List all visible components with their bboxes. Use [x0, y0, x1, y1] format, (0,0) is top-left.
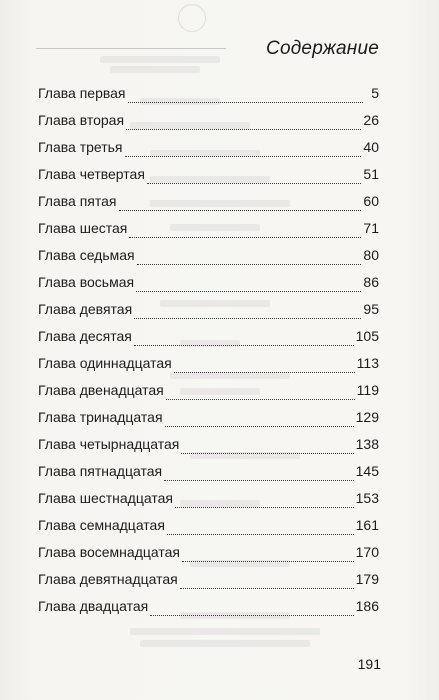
toc-entry	[38, 80, 379, 107]
chapter-title: Глава четырнадцатая	[38, 436, 180, 452]
chapter-page-number: 129	[355, 409, 379, 425]
toc-entry	[38, 134, 379, 161]
chapter-title: Глава пятая	[38, 193, 117, 209]
chapter-title: Глава первая	[38, 85, 126, 101]
leader-dots	[182, 561, 354, 562]
toc-entry	[38, 215, 379, 242]
toc-entry	[38, 458, 379, 485]
contents-heading: Содержание	[266, 38, 379, 59]
chapter-page-number: 86	[363, 274, 379, 290]
toc-entry	[38, 593, 379, 620]
chapter-page-number: 80	[363, 247, 379, 263]
leader-dots	[147, 183, 362, 184]
toc-entry	[38, 269, 379, 296]
chapter-page-number: 5	[371, 85, 379, 101]
bleed-through-line	[140, 640, 310, 647]
chapter-title: Глава двенадцатая	[38, 382, 164, 398]
toc-entry	[38, 377, 379, 404]
chapter-title: Глава шестая	[38, 220, 128, 236]
chapter-title: Глава восемнадцатая	[38, 544, 180, 560]
leader-dots	[125, 156, 362, 157]
chapter-page-number: 170	[355, 544, 379, 560]
chapter-page-number: 51	[363, 166, 379, 182]
toc-entry	[38, 566, 379, 593]
chapter-title: Глава пятнадцатая	[38, 463, 163, 479]
chapter-title: Глава одиннадцатая	[38, 355, 172, 371]
chapter-page-number: 153	[355, 490, 379, 506]
bleed-through-line	[110, 66, 200, 73]
leader-dots	[129, 237, 361, 238]
chapter-page-number: 138	[355, 436, 379, 452]
leader-dots	[165, 426, 354, 427]
leader-dots	[119, 210, 362, 211]
leader-dots	[174, 372, 355, 373]
chapter-page-number: 161	[355, 517, 379, 533]
chapter-title: Глава седьмая	[38, 247, 135, 263]
chapter-title: Глава семнадцатая	[38, 517, 165, 533]
chapter-title: Глава третья	[38, 139, 123, 155]
leader-dots	[166, 399, 355, 400]
chapter-page-number: 95	[363, 301, 379, 317]
chapter-page-number: 26	[363, 112, 379, 128]
leader-dots	[180, 588, 354, 589]
leader-dots	[126, 129, 361, 130]
chapter-page-number: 179	[355, 571, 379, 587]
chapter-page-number: 60	[363, 193, 379, 209]
leader-dots	[137, 264, 362, 265]
chapter-page-number: 105	[355, 328, 379, 344]
chapter-title: Глава тринадцатая	[38, 409, 163, 425]
leader-dots	[167, 534, 354, 535]
chapter-title: Глава десятая	[38, 328, 132, 344]
chapter-page-number: 145	[355, 463, 379, 479]
chapter-page-number: 113	[356, 355, 379, 371]
chapter-title: Глава двадцатая	[38, 598, 149, 614]
chapter-title: Глава девятнадцатая	[38, 571, 178, 587]
toc-entry	[38, 350, 379, 377]
chapter-page-number: 119	[356, 382, 379, 398]
toc-entry	[38, 431, 379, 458]
chapter-page-number: 40	[363, 139, 379, 155]
bleed-through-rule	[36, 48, 226, 49]
bleed-through-line	[100, 56, 220, 63]
toc-entry	[38, 485, 379, 512]
leader-dots	[134, 318, 361, 319]
toc-entry	[38, 161, 379, 188]
toc-entry	[38, 296, 379, 323]
chapter-page-number: 186	[355, 598, 379, 614]
page-number: 191	[357, 656, 381, 672]
chapter-title: Глава шестнадцатая	[38, 490, 173, 506]
toc-entry	[38, 242, 379, 269]
leader-dots	[181, 453, 353, 454]
leader-dots	[150, 615, 353, 616]
bleed-through-line	[130, 628, 320, 635]
chapter-title: Глава вторая	[38, 112, 125, 128]
toc-entry	[38, 107, 379, 134]
toc-entry	[38, 512, 379, 539]
toc-entry	[38, 323, 379, 350]
chapter-title: Глава четвертая	[38, 166, 145, 182]
table-of-contents	[38, 80, 379, 620]
toc-entry	[38, 188, 379, 215]
toc-entry	[38, 539, 379, 566]
leader-dots	[136, 291, 361, 292]
bleed-through-emblem	[178, 4, 206, 32]
chapter-page-number: 71	[363, 220, 379, 236]
leader-dots	[175, 507, 354, 508]
chapter-title: Глава восьмая	[38, 274, 135, 290]
toc-entry	[38, 404, 379, 431]
leader-dots	[134, 345, 354, 346]
leader-dots	[164, 480, 354, 481]
leader-dots	[128, 102, 363, 103]
chapter-title: Глава девятая	[38, 301, 133, 317]
